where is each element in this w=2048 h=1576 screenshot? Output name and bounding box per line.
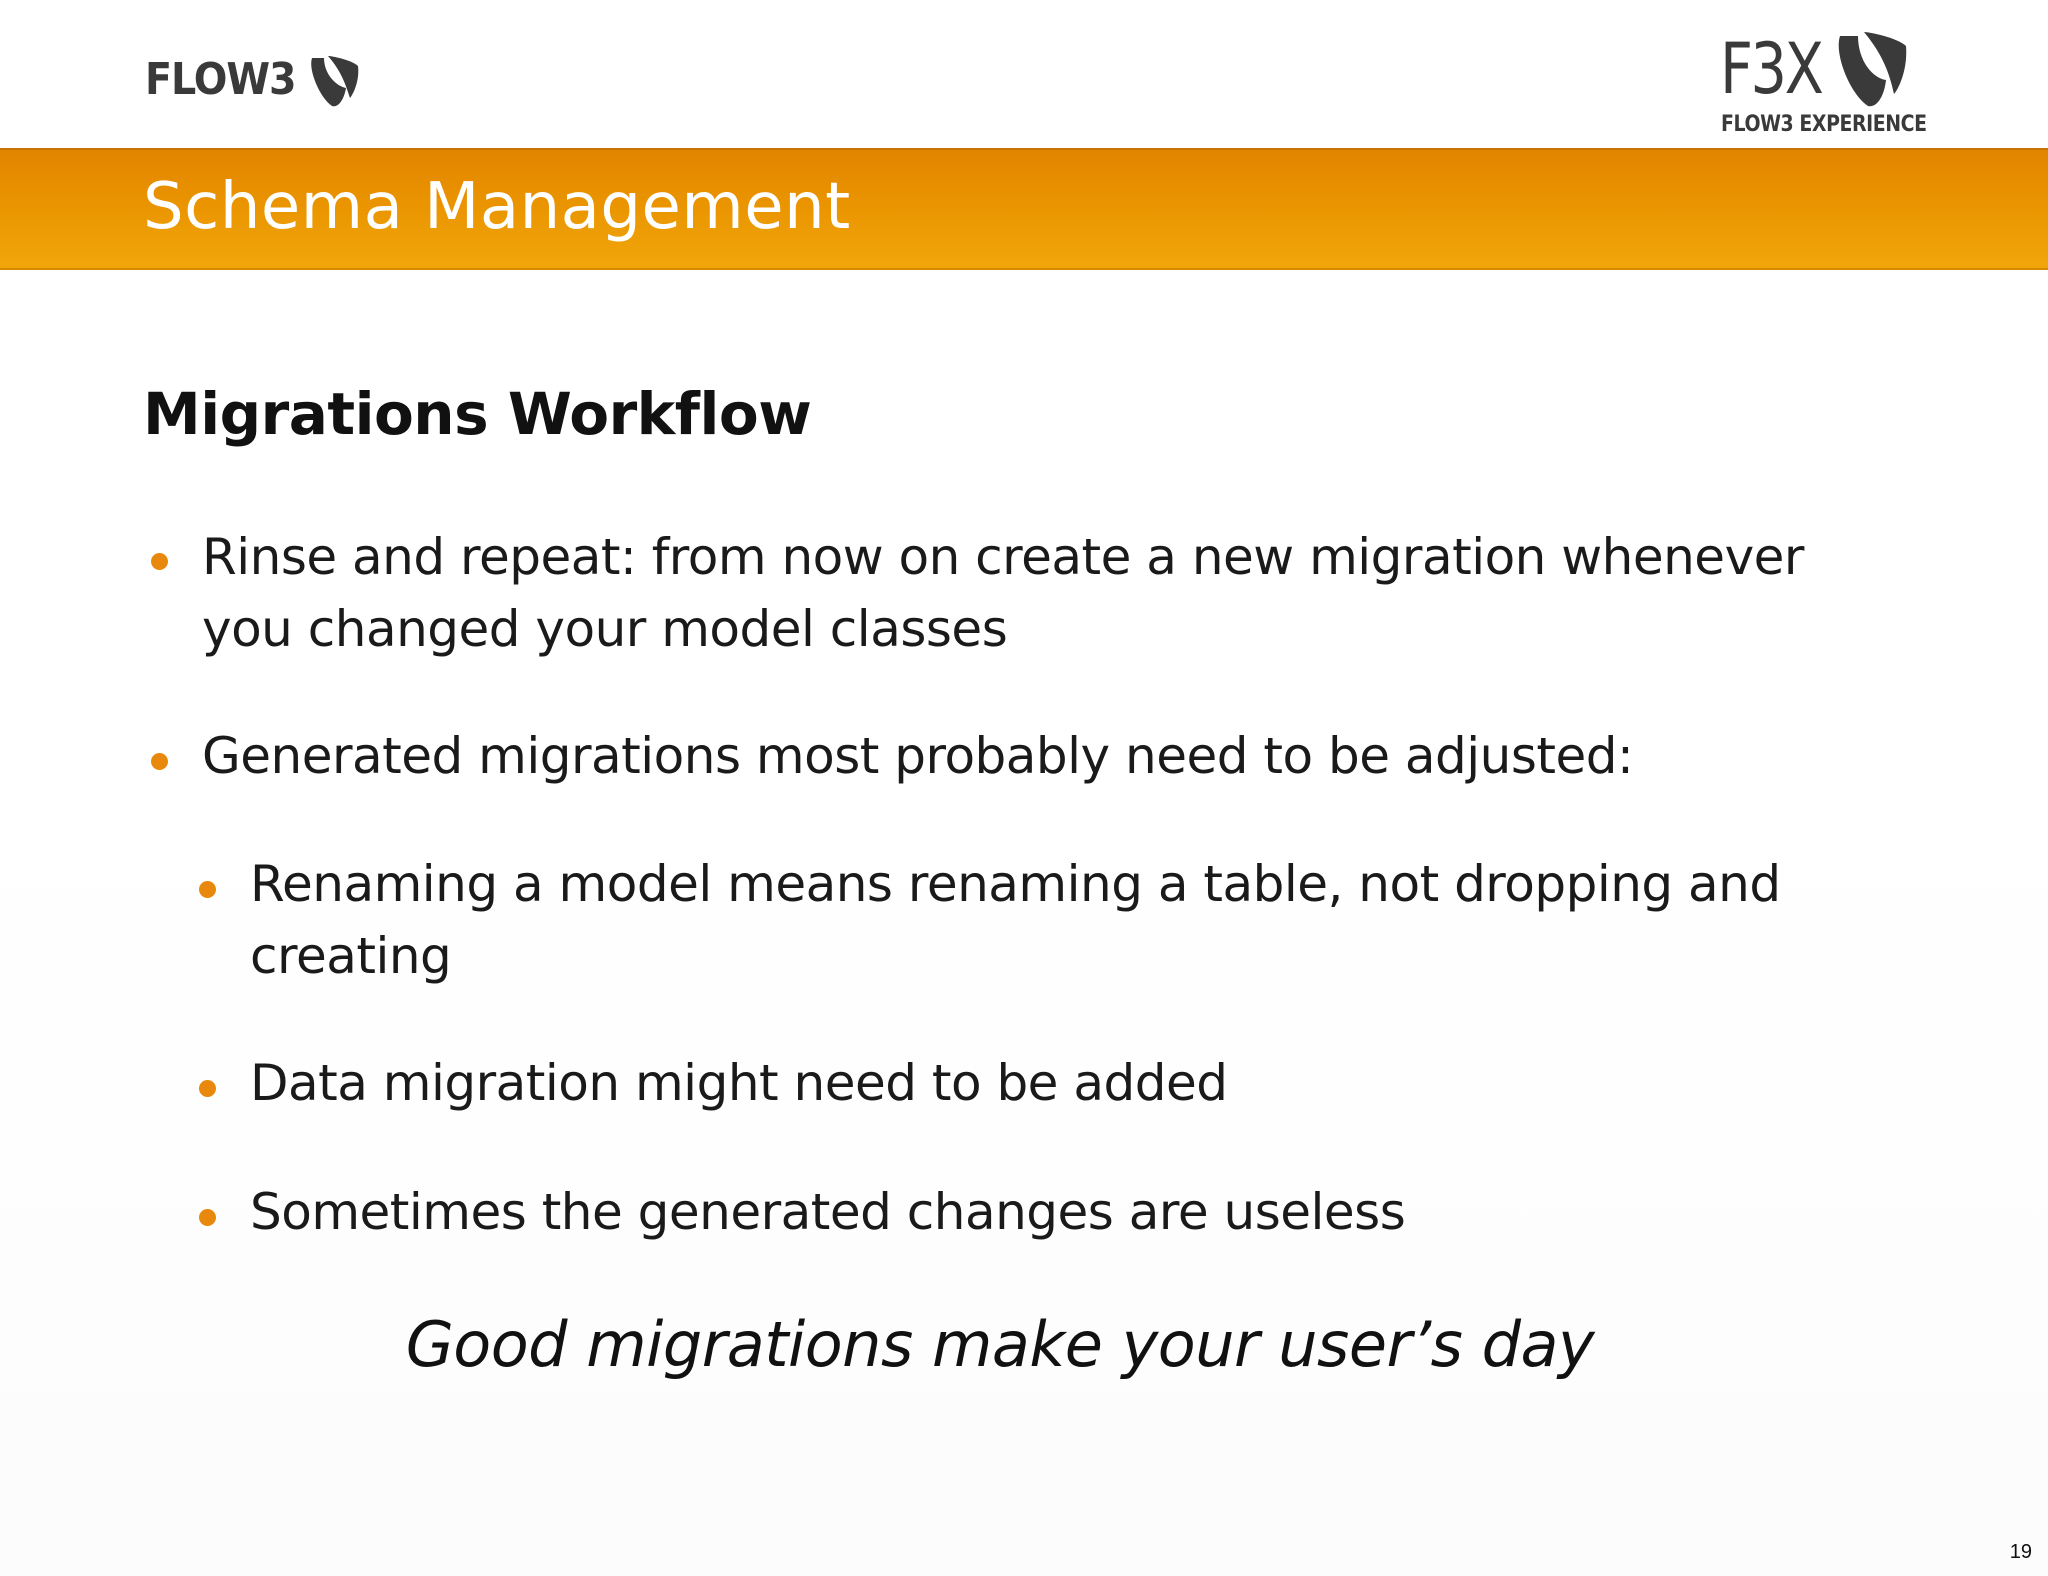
bullet-icon xyxy=(151,753,168,770)
typo3-logo-icon xyxy=(306,52,362,108)
slide-title: Schema Management xyxy=(143,170,851,244)
bullet-icon xyxy=(151,553,168,570)
sub-bullet-item: Renaming a model means renaming a table, not dropping and creating xyxy=(250,855,1781,985)
bullet-item: Generated migrations most probably need to be adjusted: xyxy=(202,727,1634,785)
page-number: 19 xyxy=(2009,1541,2032,1563)
f3x-wordmark: F3X xyxy=(1720,28,1822,110)
bullet-icon xyxy=(199,881,216,898)
bullet-item: Rinse and repeat: from now on create a new migration whenever you changed your model classes xyxy=(202,528,1804,658)
f3x-logo xyxy=(1720,28,1927,140)
bullet-icon xyxy=(199,1209,216,1226)
slide-subtitle: Migrations Workflow xyxy=(143,380,812,448)
sub-bullet-item: Data migration might need to be added xyxy=(250,1054,1228,1112)
flow3-logo xyxy=(145,48,362,112)
bullet-icon xyxy=(199,1080,216,1097)
sub-bullet-item: Sometimes the generated changes are useless xyxy=(250,1183,1406,1241)
closing-quote: Good migrations make your user’s day xyxy=(405,1308,1595,1381)
f3x-tagline: FLOW3 EXPERIENCE xyxy=(1721,112,1927,137)
flow3-wordmark: FLOW3 xyxy=(145,54,296,105)
typo3-logo-icon xyxy=(1832,28,1908,108)
title-band xyxy=(0,148,2048,270)
